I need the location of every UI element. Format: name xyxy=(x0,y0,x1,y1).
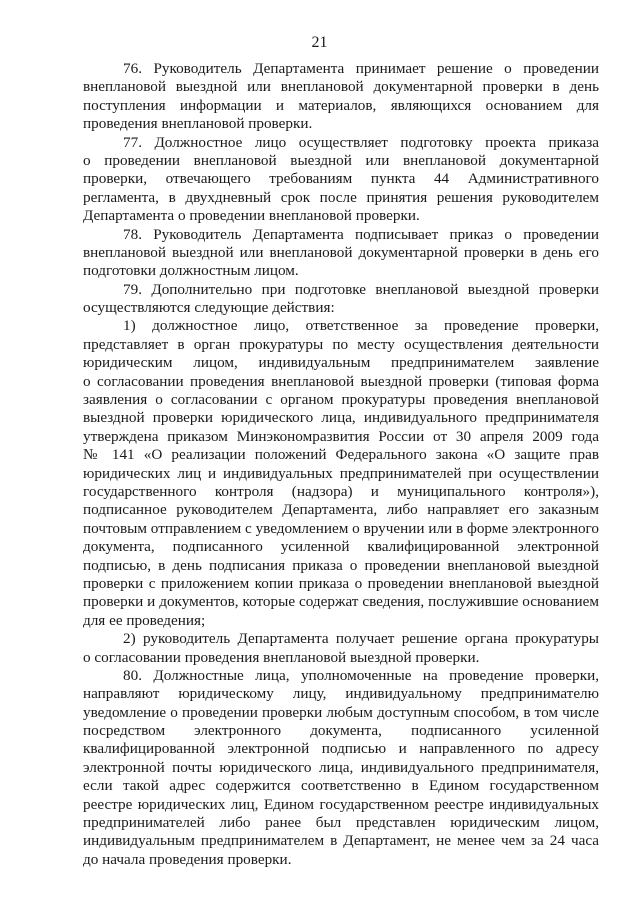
text-line: 80. Должностные лица, уполномоченные на проведение проверки, xyxy=(123,666,599,684)
text-line: проведения внеплановой проверки. xyxy=(83,115,313,133)
text-line: 1) должностное лицо, ответственное за проведение проверки, xyxy=(123,317,599,335)
text-line: о согласовании проведения внеплановой выездной проверки (типовая форма xyxy=(83,372,599,390)
text-line: юридическим лицом, индивидуальным предпринимателем заявление xyxy=(83,354,599,372)
text-line: реестре юридических лиц, Едином государственном реестре индивидуальных xyxy=(83,795,599,813)
paragraph xyxy=(83,630,599,667)
page-number: 21 xyxy=(311,34,328,51)
paragraph xyxy=(83,134,599,226)
text-line: посредством электронного документа, подписанного усиленной xyxy=(83,722,599,740)
text-line: проверки с приложением копии приказа о проведении внеплановой выездной xyxy=(83,574,599,592)
paragraph xyxy=(83,667,599,869)
text-line: почтовым отправлением с уведомлением о вручении или в форме электронного xyxy=(83,519,599,537)
text-line: проверки, отвечающего требованиям пункта 44 Административного xyxy=(83,170,599,188)
text-line: юридических лиц и индивидуальных предпринимателей при осуществлении xyxy=(83,464,599,482)
text-line: осуществляются следующие действия: xyxy=(83,299,335,317)
text-line: подписью, в день подписания приказа о проведении внеплановой выездной xyxy=(83,556,599,574)
text-line: 78. Руководитель Департамента подписывает приказ о проведении xyxy=(123,225,599,243)
paragraph xyxy=(83,317,599,630)
text-line: подписанное руководителем Департамента, либо направляет его заказным xyxy=(83,501,599,519)
text-line: № 141 «О реализации положений Федерального закона «О защите прав xyxy=(83,446,599,464)
text-line: внеплановой выездной или внеплановой документарной проверки в день его xyxy=(83,243,599,261)
text-line: утверждена приказом Минэкономразвития России от 30 апреля 2009 года xyxy=(83,427,599,445)
paragraph xyxy=(83,60,599,134)
text-line: о проведении внеплановой выездной или внеплановой документарной xyxy=(83,151,599,169)
text-line: поступления информации и материалов, являющихся основанием для xyxy=(83,96,599,114)
text-line: подготовки должностным лицом. xyxy=(83,262,299,280)
paragraph xyxy=(83,226,599,281)
text-line: если такой адрес содержится соответственно в Едином государственном xyxy=(83,777,599,795)
text-line: представляет в орган прокуратуры по месту осуществления деятельности xyxy=(83,335,599,353)
text-line: Департамента о проведении внеплановой проверки. xyxy=(83,207,420,225)
text-line: уведомление о проведении проверки любым доступным способом, в том числе xyxy=(83,703,599,721)
text-line: 79. Дополнительно при подготовке внеплановой выездной проверки xyxy=(123,280,599,298)
text-line: заявления о согласовании с органом прокуратуры проведения внеплановой xyxy=(83,391,599,409)
text-line: до начала проведения проверки. xyxy=(83,850,292,868)
text-line: внеплановой выездной или внеплановой документарной проверки в день xyxy=(83,78,599,96)
text-line: проверки и документов, которые содержат сведения, послужившие основанием xyxy=(83,593,599,611)
text-line: 76. Руководитель Департамента принимает решение о проведении xyxy=(123,60,599,77)
text-line: индивидуальным предпринимателем в Департамент, не менее чем за 24 часа xyxy=(83,832,599,850)
text-line: 77. Должностное лицо осуществляет подготовку проекта приказа xyxy=(123,133,599,151)
text-line: 2) руководитель Департамента получает решение органа прокуратуры xyxy=(123,630,599,648)
text-line: государственного контроля (надзора) и муниципального контроля»), xyxy=(83,482,599,500)
text-line: регламента, в двухдневный срок после принятия решения руководителем xyxy=(83,188,599,206)
text-line: документа, подписанного усиленной квалифицированной электронной xyxy=(83,538,599,556)
text-line: для ее проведения; xyxy=(83,611,206,629)
text-line: о согласовании проведения внеплановой выездной проверки. xyxy=(83,648,480,666)
paragraph xyxy=(83,281,599,318)
text-line: электронной почты юридического лица, индивидуального предпринимателя, xyxy=(83,758,599,776)
text-line: квалифицированной электронной подписью и направленного по адресу xyxy=(83,740,599,758)
text-line: направляют юридическому лицу, индивидуальному предпринимателю xyxy=(83,685,599,703)
text-line: выездной проверки юридического лица, индивидуального предпринимателя xyxy=(83,409,599,427)
text-line: предпринимателей либо ранее был представлен юридическим лицом, xyxy=(83,814,599,832)
document-body xyxy=(83,60,599,869)
